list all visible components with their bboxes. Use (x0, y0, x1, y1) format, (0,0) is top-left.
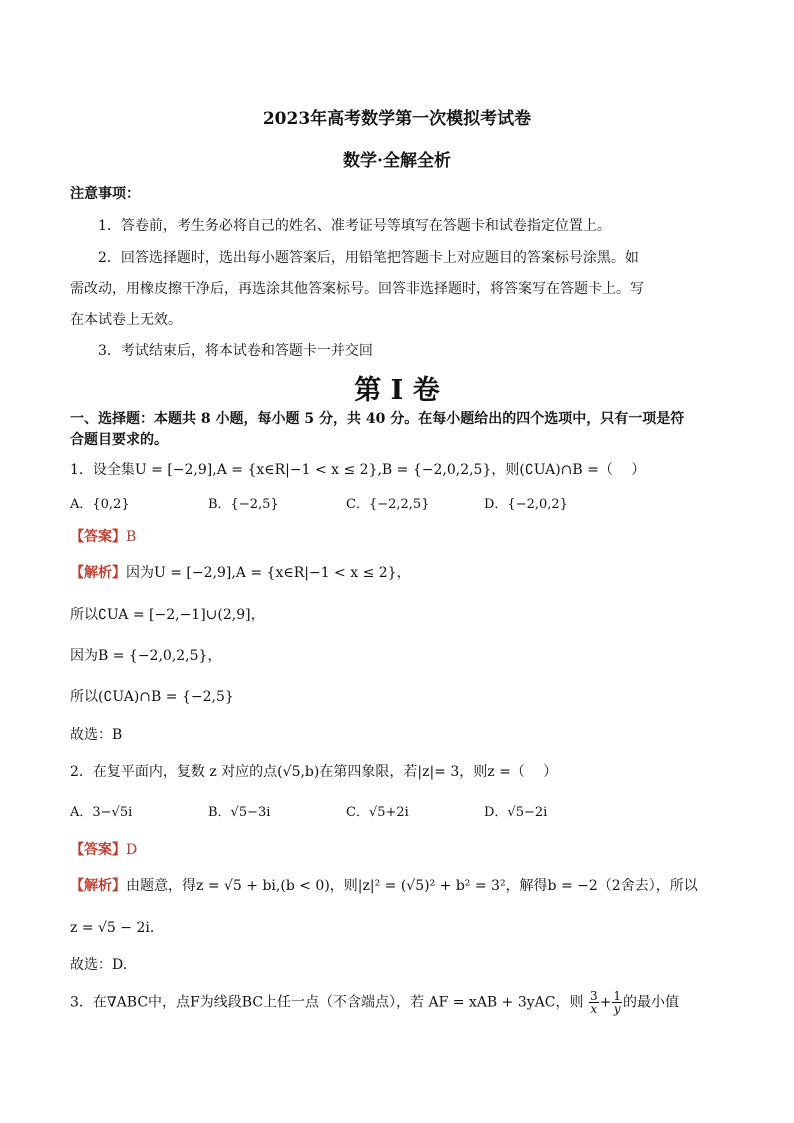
q3-plus: + (599, 994, 612, 1011)
notes-item-1: 1．答卷前，考生务必将自己的姓名、准考证号等填写在答题卡和试卷指定位置上。 (98, 218, 611, 234)
q1-analysis-text-1: 因为U = [−2,9],A = {x∈R|−1 < x ≤ 2}， (126, 565, 411, 581)
q1-option-a: A．{0,2} (70, 497, 130, 512)
q1-analysis-line-3: 因为B = {−2,0,2,5}， (70, 648, 222, 664)
section-title: 第 I 卷 (354, 375, 440, 406)
q3-fraction-1 (589, 990, 599, 1015)
q1-analysis-tag: 【解析】 (70, 565, 126, 581)
q3-frac2-num: 1 (613, 989, 621, 1003)
q1-analysis-line-4: 所以(∁UA)∩B = {−2,5} (70, 689, 234, 705)
notes-item-2c: 在本试卷上无效。 (70, 312, 182, 328)
q2-stem: 2．在复平面内，复数 z 对应的点(√5,b)在第四象限，若|z|= 3，则z =（ ） (70, 764, 558, 780)
section-intro-1: 一、选择题：本题共 8 小题，每小题 5 分，共 40 分。在每小题给出的四个选项中，只有一项是符 (70, 411, 685, 427)
q2-answer-value: D (126, 842, 138, 858)
q2-analysis-line-2: z = √5 − 2i． (70, 920, 164, 936)
q1-answer-value: B (126, 529, 137, 545)
q2-option-b: B．√5−3i (208, 805, 271, 820)
q1-analysis-line-1 (70, 563, 411, 583)
q3-stem-a: 3．在∇ABC中，点F为线段BC上任一点（不含端点），若 AF = xAB + 3yAC，则 (70, 994, 584, 1011)
notes-heading: 注意事项： (70, 186, 140, 202)
q1-choose: 故选：B (70, 727, 123, 743)
q2-option-c: C．√5+2i (346, 805, 409, 820)
q2-analysis-tag: 【解析】 (70, 878, 126, 894)
q3-stem-b: 的最小值 (622, 994, 679, 1011)
q1-option-d: D．{−2,0,2} (484, 497, 568, 512)
q2-choose: 故选：D. (70, 957, 128, 973)
q3-stem (70, 990, 679, 1015)
q2-analysis-line-1 (70, 876, 698, 896)
q1-analysis-line-2: 所以∁UA = [−2,−1]∪(2,9]， (70, 607, 265, 623)
page-subtitle: 数学·全解全析 (343, 151, 451, 171)
q2-answer-tag: 【答案】 (70, 842, 126, 858)
section-intro-2: 合题目要求的。 (70, 432, 168, 448)
q2-option-a: A．3−√5i (70, 805, 133, 820)
q2-analysis-text-1: 由题意，得z = √5 + bi,(b < 0)，则|z|² = (√5)² + b² = 3²，解得b = −2（2舍去），所以 (126, 878, 698, 894)
q2-option-d: D．√5−2i (484, 805, 548, 820)
notes-item-3: 3．考试结束后，将本试卷和答题卡一并交回 (98, 343, 373, 359)
page-title: 2023年高考数学第一次模拟考试卷 (262, 109, 532, 129)
q2-answer (70, 840, 137, 860)
q3-fraction-2 (612, 990, 622, 1015)
q1-answer (70, 527, 136, 547)
q1-answer-tag: 【答案】 (70, 529, 126, 545)
notes-item-2b: 需改动，用橡皮擦干净后，再选涂其他答案标号。回答非选择题时，将答案写在答题卡上。写 (70, 281, 644, 297)
q3-frac2-den: y (613, 1002, 621, 1016)
q1-option-c: C．{−2,2,5} (346, 497, 430, 512)
q1-option-b: B．{−2,5} (208, 497, 279, 512)
q1-stem: 1．设全集U = [−2,9],A = {x∈R|−1 < x ≤ 2},B = {−2,0,2,5}，则(∁UA)∩B =（ ） (70, 462, 646, 478)
q3-frac1-num: 3 (589, 989, 598, 1003)
q3-frac1-den: x (590, 1002, 598, 1016)
notes-item-2a: 2．回答选择题时，选出每小题答案后，用铅笔把答题卡上对应题目的答案标号涂黑。如 (98, 250, 639, 266)
